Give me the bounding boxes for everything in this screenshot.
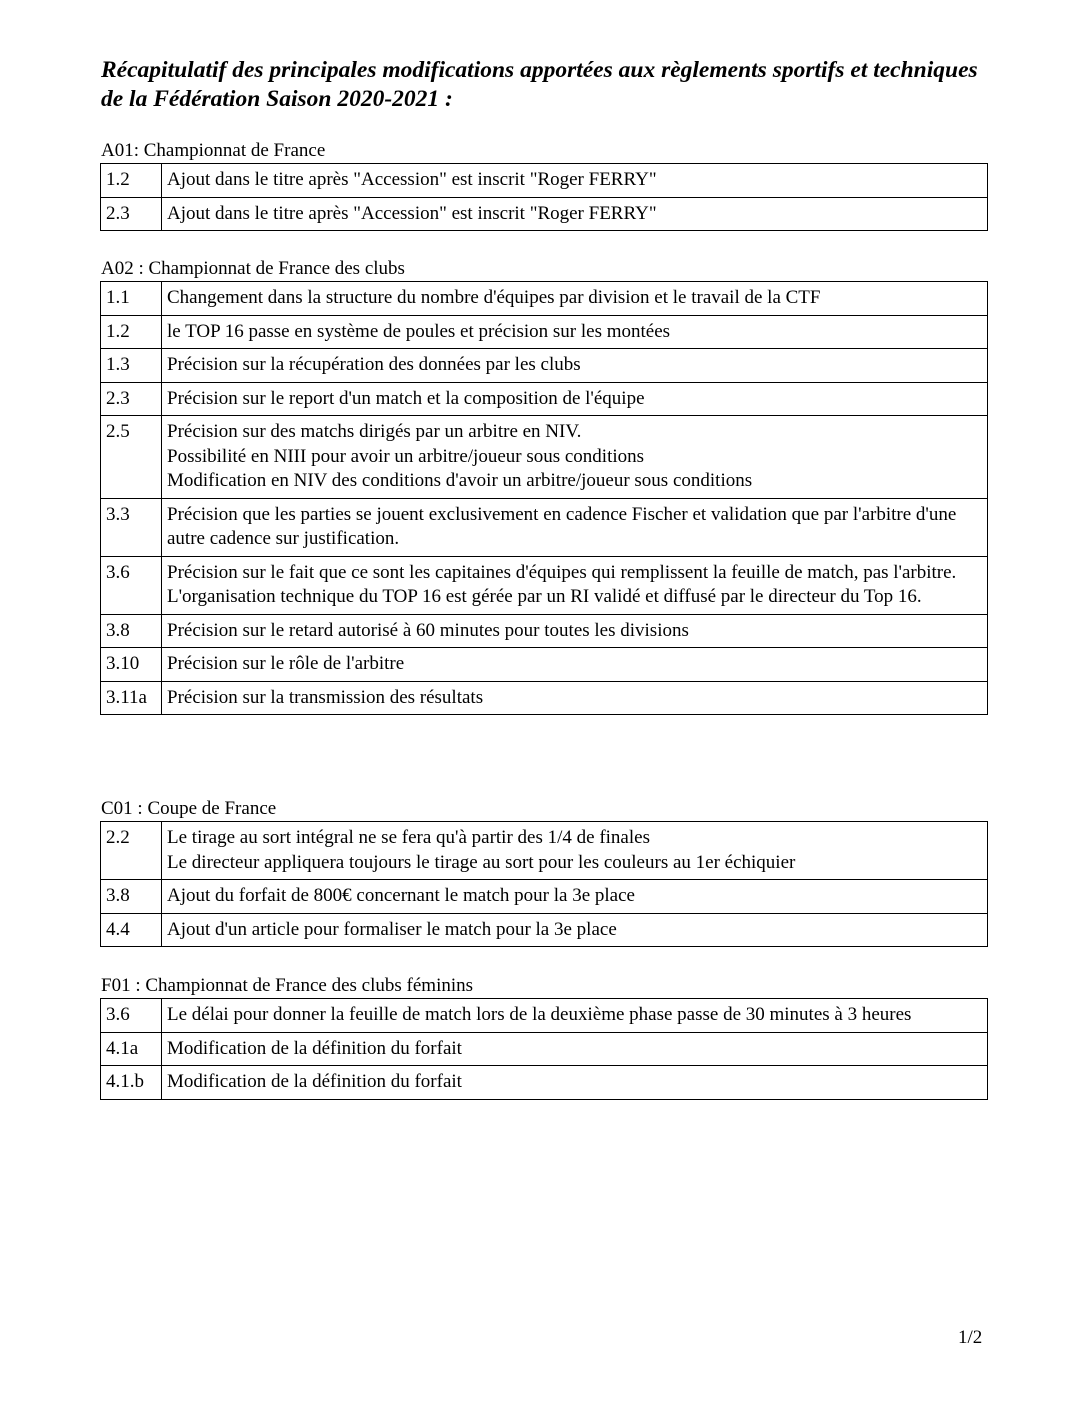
article-description <box>162 913 988 947</box>
section-table-a01 <box>100 163 988 231</box>
article-description <box>162 164 988 198</box>
article-description <box>162 197 988 231</box>
description-line: Ajout d'un article pour formaliser le match pour la 3e place <box>167 918 617 940</box>
table-row <box>101 315 988 349</box>
table-row <box>101 282 988 316</box>
article-description <box>162 648 988 682</box>
article-description <box>162 1066 988 1100</box>
table-row <box>101 614 988 648</box>
description-line: Précision sur le retard autorisé à 60 minutes pour toutes les divisions <box>167 619 689 641</box>
description-line: Ajout du forfait de 800€ concernant le match pour la 3e place <box>167 885 635 906</box>
description-line: Ajout dans le titre après "Accession" est inscrit "Roger FERRY" <box>167 202 657 224</box>
article-description <box>162 349 988 383</box>
article-number: 2.3 <box>101 197 162 231</box>
table-row <box>101 556 988 614</box>
article-number: 1.2 <box>101 164 162 198</box>
description-line: Changement dans la structure du nombre d'équipes par division et le travail de la CTF <box>167 287 821 308</box>
description-line: Possibilité en NIII pour avoir un arbitre/joueur sous conditions <box>167 445 645 467</box>
table-row <box>101 1066 988 1100</box>
article-description <box>162 382 988 416</box>
description-line: Modification en NIV des conditions d'avoir un arbitre/joueur sous conditions <box>167 470 753 491</box>
section-table-c01 <box>100 821 988 947</box>
description-line: Modification de la définition du forfait <box>167 1037 462 1059</box>
article-number: 2.3 <box>101 382 162 416</box>
page-number: 1/2 <box>958 1327 983 1348</box>
section-heading-f01: F01 : Championnat de France des clubs féminins <box>101 975 474 996</box>
article-number: 3.10 <box>101 648 162 682</box>
description-line: Précision sur des matchs dirigés par un arbitre en NIV. <box>167 421 582 442</box>
table-row <box>101 999 988 1033</box>
table-row <box>101 681 988 715</box>
table-row <box>101 349 988 383</box>
section-heading-c01: C01 : Coupe de France <box>101 798 277 819</box>
table-row <box>101 416 988 499</box>
table-row <box>101 164 988 198</box>
article-description <box>162 614 988 648</box>
article-number: 3.6 <box>101 556 162 614</box>
article-description <box>162 498 988 556</box>
description-line: Le tirage au sort intégral ne se fera qu'à partir des 1/4 de finales <box>167 827 650 848</box>
table-row <box>101 822 988 880</box>
description-line: Le délai pour donner la feuille de match lors de la deuxième phase passe de 30 minutes à 3 heures <box>167 1004 912 1025</box>
article-number: 3.8 <box>101 614 162 648</box>
article-number: 1.3 <box>101 349 162 383</box>
table-row <box>101 648 988 682</box>
section-heading-a02: A02 : Championnat de France des clubs <box>101 258 405 279</box>
article-description <box>162 282 988 316</box>
table-row <box>101 880 988 914</box>
article-number: 1.1 <box>101 282 162 316</box>
article-number: 3.8 <box>101 880 162 914</box>
article-description <box>162 681 988 715</box>
description-line: Précision que les parties se jouent exclusivement en cadence Fischer et validation que par l'arbitre d'une autre cadence sur justification. <box>167 503 957 549</box>
description-line: Modification de la définition du forfait <box>167 1071 462 1092</box>
article-number: 3.6 <box>101 999 162 1033</box>
document-title: Récapitulatif des principales modifications apportées aux règlements sportifs et techniques de la Fédération Saison 2020-2021 : <box>101 57 978 112</box>
description-line: Le directeur appliquera toujours le tirage au sort pour les couleurs au 1er échiquier <box>167 851 796 873</box>
section-table-f01 <box>100 998 988 1100</box>
article-description <box>162 880 988 914</box>
description-line: Précision sur la récupération des données par les clubs <box>167 354 581 375</box>
description-line: Précision sur la transmission des résultats <box>167 686 484 708</box>
table-row <box>101 1032 988 1066</box>
article-number: 2.2 <box>101 822 162 880</box>
article-number: 3.11a <box>101 681 162 715</box>
description-line: Précision sur le rôle de l'arbitre <box>167 653 405 674</box>
article-number: 4.1a <box>101 1032 162 1066</box>
table-row <box>101 913 988 947</box>
article-description <box>162 416 988 499</box>
article-number: 4.4 <box>101 913 162 947</box>
description-line: Ajout dans le titre après "Accession" est inscrit "Roger FERRY" <box>167 169 657 190</box>
description-line: Précision sur le report d'un match et la composition de l'équipe <box>167 387 645 409</box>
article-number: 2.5 <box>101 416 162 499</box>
article-description <box>162 822 988 880</box>
article-number: 4.1.b <box>101 1066 162 1100</box>
article-description <box>162 999 988 1033</box>
section-heading-a01: A01: Championnat de France <box>101 140 326 161</box>
table-row <box>101 382 988 416</box>
article-description <box>162 1032 988 1066</box>
description-line: le TOP 16 passe en système de poules et précision sur les montées <box>167 320 671 342</box>
article-description <box>162 556 988 614</box>
article-number: 1.2 <box>101 315 162 349</box>
description-line: Précision sur le fait que ce sont les capitaines d'équipes qui remplissent la feuille de match, pas l'arbitre. <box>167 561 957 583</box>
table-row <box>101 498 988 556</box>
article-number: 3.3 <box>101 498 162 556</box>
section-table-a02 <box>100 281 988 715</box>
table-row <box>101 197 988 231</box>
description-line: L'organisation technique du TOP 16 est gérée par un RI validé et diffusé par le directeur du Top 16. <box>167 586 922 607</box>
article-description <box>162 315 988 349</box>
